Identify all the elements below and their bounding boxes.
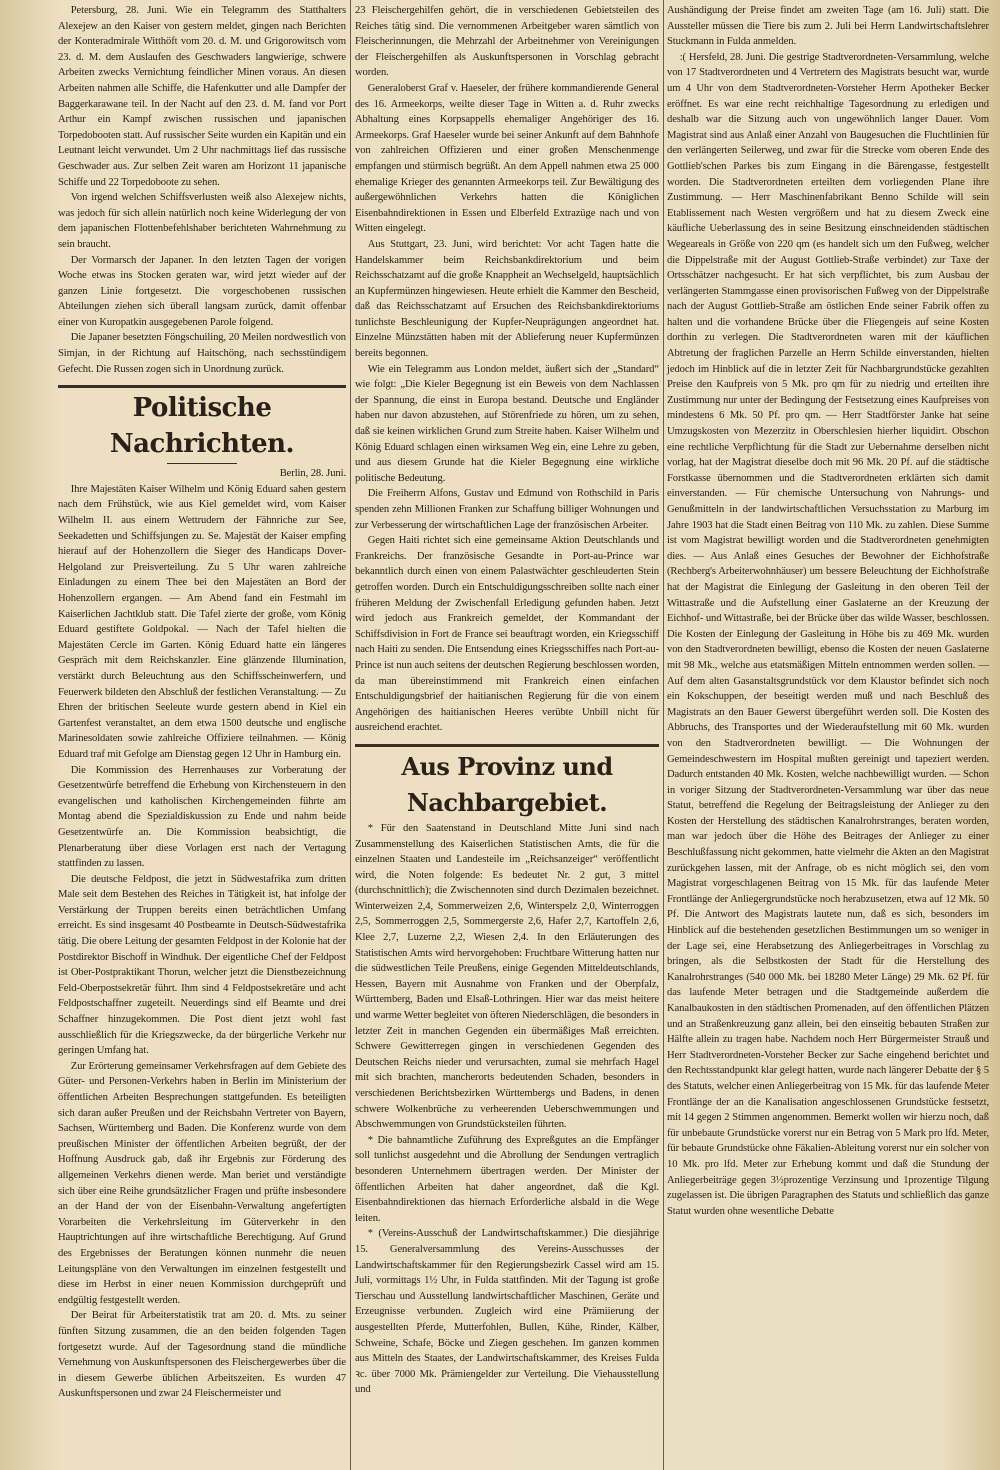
article-paragraph: Die Kommission des Herrenhauses zur Vorberatung der Gesetzentwürfe betreffend die Erhebung von Kirchensteuern in den evangelischen und katholischen Kirchengemeinden führte am Montag abend die Spezialdiskussion zu Ende und nahm beide Gesetzentwürfe an. Die Kommission beabsichtigt, die Plenarberatung über diese Vorlagen erst nach der Vertagung stattfinden zu lassen.	[58, 764, 346, 870]
article-paragraph: * Für den Saatenstand in Deutschland Mitte Juni sind nach Zusammenstellung des Kaiserlichen Statistischen Amts, die für die einzelnen Staaten und Landesteile im „Reichsanzeiger“ veröffentlicht wird, die Noten folgende: Es bedeutet Nr. 2 gut, 3 mittel (durchschnittlich); die Zwischennoten sind durch Dezimalen bezeichnet. Winterweizen 2,4, Sommerweizen 2,6, Winterspelz 2,0, Winterroggen 2,5, Sommerroggen 2,5, Sommergerste 2,6, Hafer 2,7, Kartoffeln 2,6, Klee 2,7, Luzerne 2,2, Wiesen 2,4. In den Erläuterungen des Statistischen Amts wird hervorgehoben: Fruchtbare Witterung hatten nur die südwestlichen Teile Preußens, einige Gegenden Mitteldeutschlands, Hessen, Bayern mit Ausnahme von Franken und der Oberpfalz, Württemberg, Baden und Elsaß-Lothringen. Hier war das meist heitere und warme Wetter begleitet von öfteren Niederschlägen, die besonders in letzter Zeit in manchen Gegenden ein übermäßiges Maß erreichten. Schwere Gewitterregen gingen in verschiedenen Gegenden des Deutschen Reichs nieder und verursachten, zumal sie mehrfach Hagel mit sich brachten, mancherorts bedeutenden Schaden, besonders in verschiedenen Berichtsbezirken Württembergs und Badens, in denen schwere Wolkenbrüche zu verheerenden Ueberschwemmungen und Abschwemmungen von Grundstücksteilen führten.	[355, 822, 659, 1131]
column-3	[667, 3, 989, 1219]
column-2	[355, 3, 659, 1398]
article-paragraph: Gegen Haiti richtet sich eine gemeinsame Aktion Deutschlands und Frankreichs. Der französische Gesandte in Port-au-Prince war bekanntlich durch einen von einem Palastwächter geschleuderten Stein getroffen worden. Durch ein Entschuldigungsschreiben sollte nach einer früheren Meldung der Zwischenfall Erledigung gefunden haben. Jetzt wird jedoch aus Frankreich gemeldet, der Kommandant der Schiffsdivision in Fort de France sei beauftragt worden, ein Kriegsschiff nach Haiti zu senden. Die Entsendung eines Kriegsschiffes nach Port-au-Prince ist nun auch seitens der deutschen Regierung beschlossen worden, da man übereinstimmend mit Frankreich einen einfachen Entschuldigungsbrief der haitianischen Regierung für die von einem Angehörigen des haitianischen Heeres verübte Unbill nicht für ausreichend erachtet.	[355, 535, 659, 734]
article-paragraph: Der Beirat für Arbeiterstatistik trat am 20. d. Mts. zu seiner fünften Sitzung zusammen, die an den beiden folgenden Tagen fortgesetzt wurde. Auf der Tagesordnung stand die mündliche Vernehmung von Auskunftspersonen des Fleischergewerbes über die in diesem Gewerbe üblichen Arbeitszeiten. Es wurden 47 Auskunftspersonen und zwar 24 Fleischermeister und	[58, 1310, 346, 1400]
section-divider	[58, 385, 346, 388]
article-paragraph: Aushändigung der Preise findet am zweiten Tage (am 16. Juli) statt. Die Aussteller müssen die Tiere bis zum 2. Juli bei Herrn Landwirtschaftslehrer Stuckmann in Fulda anmelden.	[667, 5, 989, 48]
article-paragraph: Wie ein Telegramm aus London meldet, äußert sich der „Standard“ wie folgt: „Die Kieler Begegnung ist ein Beweis von dem Nachlassen der Spannung, die einst in Europa bestand. Deutsche und Engländer haben nur davon abzustehen, auf Störenfriede zu hören, um zu sehen, daß sie keinen wirklichen Grund zum Streite haben. Kaiser Wilhelm und König Eduard schlagen einen wirksamen Weg ein, eine Lehre zu geben, und aus diesem Grunde hat die Kieler Begegnung eine wirkliche politische Bedeutung.	[355, 363, 659, 484]
article-paragraph: Petersburg, 28. Juni. Wie ein Telegramm des Statthalters Alexejew an den Kaiser von gestern meldet, gingen nach Berichten der Konteradmirale Witthöft vom 20. d. M. und Grigorowitsch vom 23. d. M. dem Auslaufen des Geschwaders langwierige, schwere Arbeiten zwecks Vernichtung feindlicher Minen voraus. An diesen Arbeiten nahmen alle Schiffe, die Hafenkutter und alle Dampfer der Baggerkarawane teil. In der Nacht auf den 23. d. M. fand vor Port Arthur ein Kampf zwischen russischen und japanischen Torpedobooten statt. Auf russischer Seite wurden ein Kapitän und ein Leutnant leicht verwundet. Um 2 Uhr nachmittags lief das russische Geschwader aus. Zur selben Zeit waren am Horizont 11 japanische Schiffe und 22 Torpedoboote zu sehen.	[58, 5, 346, 188]
section-heading: Politische Nachrichten.	[109, 393, 295, 460]
article-paragraph: Zur Erörterung gemeinsamer Verkehrsfragen auf dem Gebiete des Güter- und Personen-Verkehrs haben in Berlin im Ministerium der öffentlichen Arbeiten Besprechungen stattgefunden. Es beteiligten sich daran außer Preußen und der Reichsbahn Vertreter von Bayern, Sachsen, Württemberg und Baden. Die Konferenz wurde von dem preußischen Minister der öffentlichen Arbeiten begrüßt, der der Hoffnung Ausdruck gab, daß ihr Ergebnis zur Förderung des allgemeinen Verkehrs dienen werde. Man beriet und verständigte sich über eine Reihe grundsätzlicher Fragen und prüfte insbesondere an der Hand der von der Eisenbahn-Verwaltung angefertigten Vorarbeiten die Verkehrsleitung im Güterverkehr in den Hauptrichtungen auf ihre wirtschaftliche Berechtigung. Auf Grund des Ergebnisses der Beratungen können nunmehr die neuen Leitungspläne von den Verwaltungen im einzelnen festgestellt und diese im Herbst in einer neuen Kommission durchgeprüft und endgültig festgestellt werden.	[58, 1060, 346, 1306]
section-divider	[355, 744, 659, 747]
article-paragraph: 23 Fleischergehilfen gehört, die in verschiedenen Gebietsteilen des Reiches tätig sind. Die vernommenen Arbeitgeber waren sämtlich von Fleischerinnungen, die Mehrzahl der Arbeitnehmer von Vereinigungen der Fleischergehilfen als Auskunftspersonen in Vorschlag gebracht worden.	[355, 5, 659, 79]
heading-underline	[167, 463, 237, 464]
article-paragraph: Generaloberst Graf v. Haeseler, der frühere kommandierende General des 16. Armeekorps, weilte dieser Tage in Witten a. d. Ruhr zwecks Abhaltung eines Korpsappells ehemaliger Angehöriger des 16. Armeekorps. Graf Haeseler wurde bei seiner Ankunft auf dem Bahnhofe von zahlreichen Offizieren und einer großen Menschenmenge empfangen und stürmisch begrüßt. An dem Appell nahmen etwa 25 000 ehemalige Krieger des genannten Armeekorps teil. Zur Bewältigung des außergewöhnlichen Verkehrs hatten die Königlichen Eisenbahndirektionen in Essen und Elberfeld Extrazüge nach und von Witten eingelegt.	[355, 82, 659, 235]
article-paragraph: Die deutsche Feldpost, die jetzt in Südwestafrika zum dritten Male seit dem Bestehen des Reiches in Tätigkeit ist, hat infolge der Verstärkung der Truppen bereits einen beträchtlichen Umfang erreicht. Es sind insgesamt 40 Postbeamte in Deutsch-Südwestafrika tätig. Die obere Leitung der gesamten Feldpost in der Kolonie hat der Postdirektor Bischoff in Windhuk. Der eigentliche Chef der Feldpost ist Ober-Postpraktikant Thorun, welcher jetzt die Dienstbezeichnung Feld-Oberpostsekretär führt. Ihm sind 4 Feldpostsekretäre und acht Feldpostschaffner zugeteilt. Neuerdings sind elf Beamte und drei Schaffner hinzugekommen. Die Post dient jetzt wohl fast ausschließlich für die Kriegszwecke, da der bürgerliche Verkehr nur geringen Umfang hat.	[58, 873, 346, 1057]
article-paragraph: * (Vereins-Ausschuß der Landwirtschaftskammer.) Die diesjährige 15. Generalversammlung des Vereins-Ausschusses der Landwirtschaftskammer für den Regierungsbezirk Cassel wird am 15. Juli, vormittags 1½ Uhr, in Fulda stattfinden. Mit der Tagung ist große Tierschau und Ausstellung landwirtschaftlicher Maschinen, Geräte und Erzeugnisse verbunden. Zugleich wird eine Prämiierung der ausgestellten Pferde, Mutterfohlen, Bullen, Kühe, Rinder, Kälber, Schweine, Schafe, Böcke und Ziegen geschehen. Im ganzen kommen aus Mitteln des Staates, der Landwirtschaftskammer, des Kreises Fulda ꝛc. über 7000 Mk. Prämiengelder zur Verteilung. Die Viehausstellung und	[355, 1228, 659, 1396]
section-heading: Aus Provinz und Nachbargebiet.	[401, 751, 613, 817]
article-paragraph: Ihre Majestäten Kaiser Wilhelm und König Eduard sahen gestern nach dem Frühstück, wie aus Kiel gemeldet wird, vom Kaiser Wilhelm II. aus einem Wettrudern der Fähnriche zur See, Seekadetten und Schiffsjungen zu. Se. Majestät der Kaiser empfing hierauf auf der Hohenzollern die Sieger des Handicaps Dover-Helgoland zur Preisverteilung. Zu 5 Uhr waren zahlreiche Einladungen zu einem Thee bei den Majestäten an Bord der Hohenzollern ergangen. — Am Abend fand ein Festmahl im Kaiserlichen Jachtklub statt. Die Tafel zierte der große, vom König Eduard gestiftete Goldpokal. — Nach der Tafel hielten die Majestäten Cercle im Garten. König Eduard hatte ein längeres Gespräch mit dem Reichskanzler. Eine glänzende Illumination, verstärkt durch Beleuchtung aus den Schiffsscheinwerfern, und Feuerwerk bildeten den Abschluß der festlichen Veranstaltung. — Zu Ehren der britischen Seeleute wurde gestern abend in Kiel ein Gartenfest veranstaltet, an dem etwa 1500 deutsche und englische Marinesoldaten sowie zahlreiche Offiziere teilnahmen. — König Eduard traf mit Gefolge am Dienstag gegen 12 Uhr in Hamburg ein.	[58, 483, 346, 760]
dateline: Berlin, 28. Juni.	[279, 468, 346, 480]
column-rule	[350, 0, 351, 1470]
article-paragraph: Die Japaner besetzten Föngschuiling, 20 Meilen nordwestlich von Simjan, in der Richtung auf Haitschöng, nach sechsstündigem Gefecht. Die Russen zogen sich in Unordnung zurück.	[58, 332, 346, 375]
article-paragraph: Der Vormarsch der Japaner. In den letzten Tagen der vorigen Woche etwas ins Stocken geraten war, wird jetzt wieder auf der ganzen Linie fortgesetzt. Die vorgeschobenen russischen Abteilungen ziehen sich überall langsam zurück, damit offenbar einer von Kuropatkin ausgegebenen Parole folgend.	[58, 254, 346, 328]
article-paragraph: Aus Stuttgart, 23. Juni, wird berichtet: Vor acht Tagen hatte die Handelskammer beim Reichsbankdirektorium und beim Reichsschatzamt auf die große Knappheit an Wechselgeld, hauptsächlich an Kupfermünzen hingewiesen. Heute erhielt die Kammer den Bescheid, daß das Reichsschatzamt auf Ersuchen des Reichsbankdirektoriums tunlichste Beschleunigung der Kupfer-Neuprägungen angeordnet hat. Einzelne Münzstätten haben mit der Ablieferung neuer Kupfermünzen bereits begonnen.	[355, 238, 659, 360]
article-paragraph: Die Freiherrn Alfons, Gustav und Edmund von Rothschild in Paris spenden zehn Millionen Franken zur Schaffung billiger Wohnungen und zur Verbesserung der wirtschaftlichen Lage der französischen Arbeiter.	[355, 488, 659, 531]
article-paragraph: Von irgend welchen Schiffsverlusten weiß also Alexejew nichts, was jedoch für sich allein natürlich noch keine Widerlegung der von dem japanischen Flottenbefehlshaber berichteten Wahrnehmung zu sein braucht.	[58, 192, 346, 250]
column-rule	[663, 0, 664, 1470]
article-paragraph: * Die bahnamtliche Zuführung des Expreßgutes an die Empfänger soll tunlichst ausgedehnt und die Abrollung der Sendungen vertraglich besonderen Unternehmern übertragen werden. Der Minister der öffentlichen Arbeiten hat daher angeordnet, daß die Kgl. Eisenbahndirektionen das hiernach Erforderliche alsbald in die Wege leiten.	[355, 1134, 659, 1224]
article-paragraph: :( Hersfeld, 28. Juni. Die gestrige Stadtverordneten-Versammlung, welche von 17 Stadtverordneten und 4 Vertretern des Magistrats besucht war, wurde um 4 Uhr von dem Stadtverordneten-Vorsteher Herrn Apotheker Becker eröffnet. Es war eine recht reichhaltige Tagesordnung zu erledigen und deshalb war die Sitzung auch von ungewöhnlich langer Dauer. Vom Magistrat sind aus Anlaß einer Anzahl von Baugesuchen die Fluchtlinien für den verlängerten Seilerweg, und zwar für die Strecke vom oberen Ende des Gottlieb'schen Parkes bis zum Eingang in die Bärengasse, festgestellt worden. Die Stadtverordneten erteilten dem vorliegenden Plane ihre Zustimmung. — Herr Maschinenfabrikant Benno Schilde will sein Etablissement nach Westen vergrößern und hat zu diesem Zweck eine käufliche Ueberlassung des in seine Besitzung einschneidenden städtischen Wegeareals in Größe von 220 qm (es handelt sich um den Fußweg, welcher die Dippelstraße mit der August Gottlieb-Straße verbindet) zur Taxe der Ortsschätzer nachgesucht. Er hat sich verpflichtet, bis zum Ausbau der verlängerten Stammgasse einen provisorischen Fußweg von der Dippelstraße nach der August Gottlieb-Straße am östlichen Ende seiner Fabrik offen zu halten und die vorhandene Brücke über die Fliegengeis auf seine Kosten dorthin zu verlegen. Die Stadtverordneten waren mit der käuflichen Abtretung der fraglichen Parzelle an Herrn Schilde einverstanden, hielten jedoch im Hinblick auf die in letzter Zeit für Nachbargrundstücke gezahlten Preise den Kaufpreis von 5 Mk. pro qm für zu niedrig und erteilten ihre Zustimmung nur unter der Bedingung der Festsetzung eines Kaufpreises von mindestens 6 Mk. 50 Pf. pro qm. — Herr Stadtförster Janke hat seine Umzugskosten von Mezerzitz in Oberschlesien hierher liquidirt. Obschon eine rechtliche Verpflichtung für die Stadt zur Uebernahme derselben nicht vorlag, hat der Magistrat dieselbe doch mit 96 Mk. 20 Pf. auf die städtische Forstkasse übernommen und die Stadtverordneten erklärten sich damit einverstanden. — Für chemische Untersuchung von Nahrungs- und Genußmitteln in der landwirtschaftlichen Versuchsstation zu Marburg im Jahre 1903 hat die Stadt einen Beitrag von 110 Mk. zu zahlen. Diese Summe ist vom Magistrat bewilligt worden und die Stadtverordneten genehmigten dies. — Aus Anlaß eines Gesuches der Bewohner der Eichhofstraße (Rechberg's Arbeiterwohnhäuser) um bessere Beleuchtung der Eichhofstraße hat der Magistrat die Einlegung der Gasleitung in den oberen Teil der Wittastraße und die Aufstellung einer Gaslaterne an der Kreuzung der Eichhof- und Wittastraße, bei der Brücke über das wilde Wasser, beschlossen. Die Kosten der Einlegung der Gasleitung in Höhe bis zu 469 Mk. wurden von den Stadtverordneten bewilligt, ebenso die Kosten der neuen Gaslaterne mit 98 Mk., welche aus etatsmäßigen Mitteln entnommen werden sollen. — Auf dem alten Gasanstaltsgrundstück vor dem Klaustor befindet sich noch ein Kokschuppen, der beseitigt werden muß und nach Beschluß des Magistrats an den Bauer Gewerst übergeführt werden soll. Die Kosten des Abbruchs, des Transportes und der Wiederaufstellung mit 60 Mk. wurden von den Stadtverordneten bewilligt. — Die Wohnungen der Gemeindeschwestern im Hospital mußten gereinigt und tapeziert werden. Dadurch entstanden 40 Mk. Kosten, welche nachbewilligt wurden. — Schon in voriger Sitzung der Stadtverordneten-Versammlung war über das neue Statut, betreffend die Regelung der Beitragsleistung der Anlieger zu den Kosten der Herstellung des städtischen Kanalrohrstranges, beraten worden, man war jedoch über die Höhe des Beitrages der Anlieger zu einer Beschlußfassung nicht gekommen, hatte vielmehr die Akten an den Magistrat zurückgehen lassen, mit der Anfrage, ob es nicht möglich sei, den vom Magistrat vorgeschlagenen Beitrag von 15 Mk. für das laufende Meter Frontlänge der Anliegergrundstücke noch herabzusetzen, etwa auf 12 Mk. 50 Pf. Die Antwort des Magistrats lautete nun, daß es sich, besonders im Hinblick auf die bestehenden gesetzlichen Bestimmungen um so weniger in der Lage sei, eine Herabsetzung des Anliegerbeitrages in Vorschlag zu bringen, als die Selbstkosten der Stadt für die Herstellung des Kanalrohrstranges (540 000 Mk. bei 18280 Meter Länge) 29 Mk. 62 Pf. für das laufende Meter betragen und die Stadtgemeinde außerdem die Kanalbaukosten in den städtischen Promenaden, auf den öffentlichen Plätzen und an Straßenkreuzung ganz allein, bei den einseitig bebauten Straßen zur Hälfte allein zu tragen habe. Nachdem noch Herr Bürgermeister Strauß und Herr Stadtverordneten-Vorsteher Becker zur Sache eingehend berichtet und den Rechtsstandpunkt klar gelegt hatten, wurde nach längerer Debatte der § 5 des Statuts, welcher einen Anliegerbeitrag von 15 Mk. für das laufende Meter Frontlänge der an die Kanalisation angeschlossenen Grundstücke festsetzt, mit 14 gegen 2 Stimmen angenommen. Bemerkt wollen wir hierzu noch, daß für unbebaute Grundstücke vorerst nur ein Betrag von 5 Mark pro lfd. Meter, für bebaute Grundstücke ohne Fäkalien-Ableitung vorerst nur ein solcher von 10 Mk. pro lfd. Meter zur Erhebung kommt und daß die Stundung der Anliegerbeiträge gegen 3½prozentige Verzinsung und 1prozentige Tilgung zugelassen ist. Die übrigen Paragraphen des Statuts und schließlich das ganze Statut wurden ohne wesentliche Debatte	[667, 51, 989, 1217]
column-1	[58, 3, 346, 1402]
